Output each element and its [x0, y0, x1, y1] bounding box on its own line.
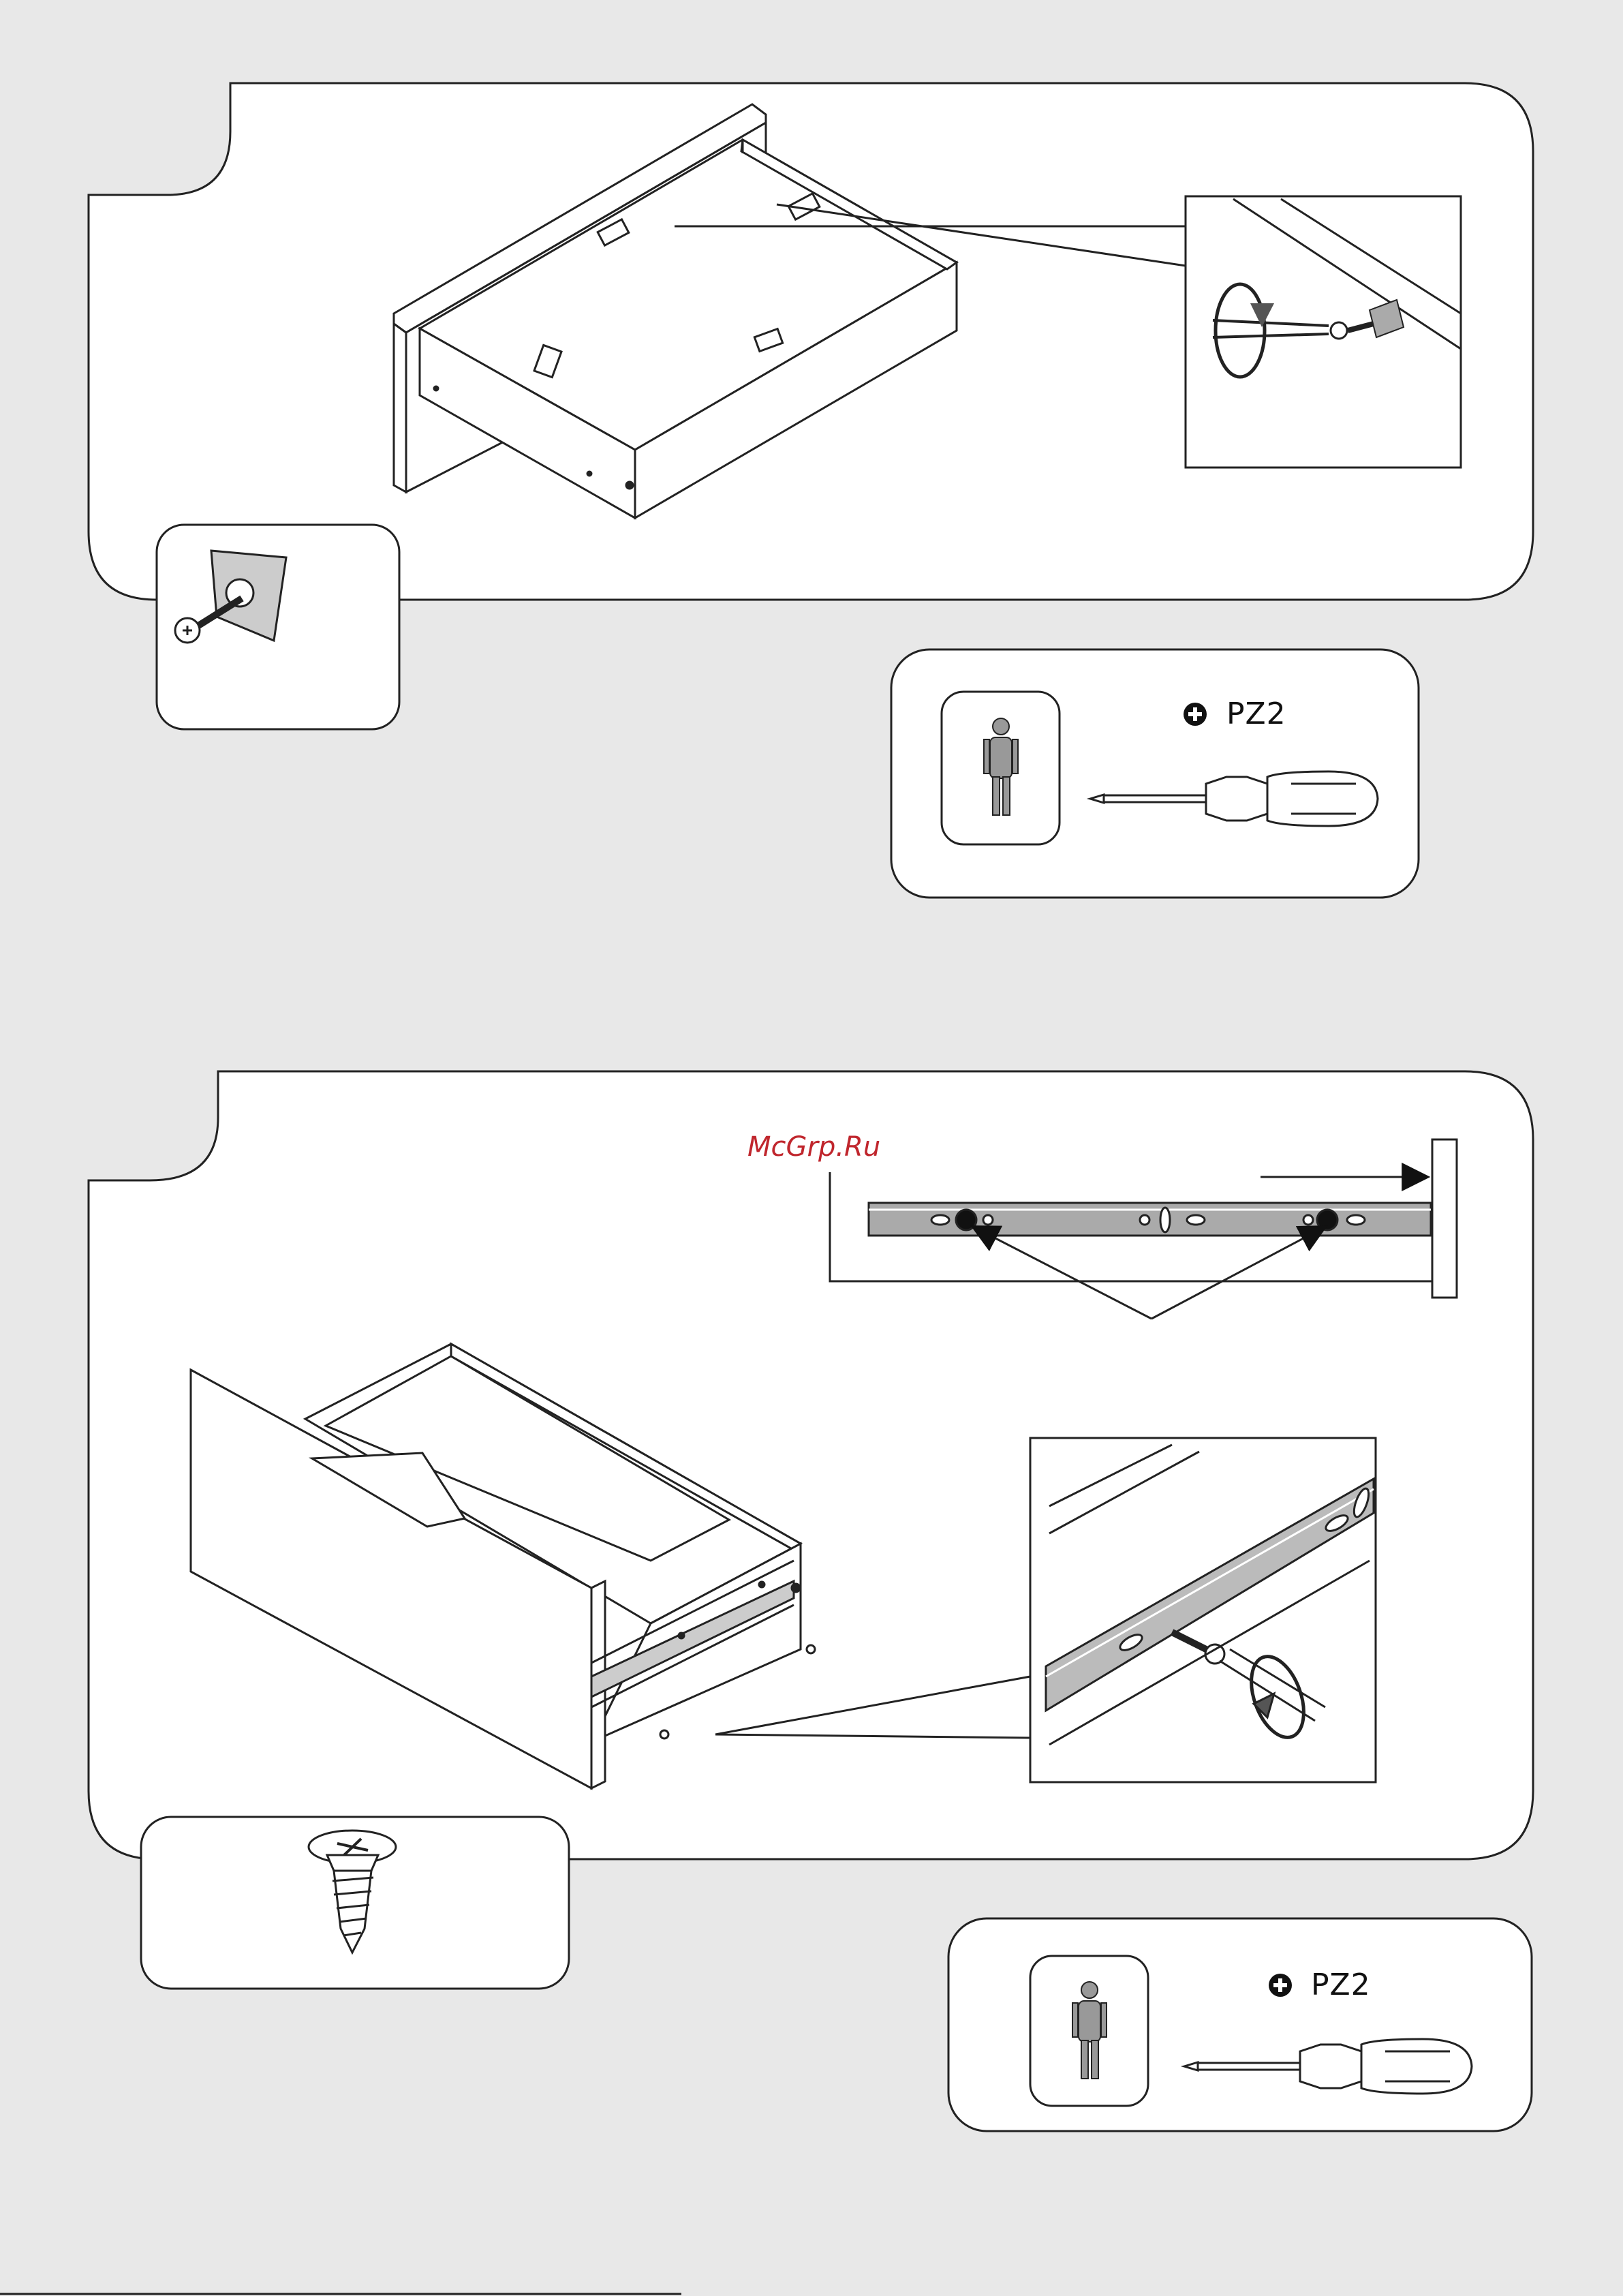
- phillips-bit-icon-2: [1269, 1974, 1292, 1997]
- bracket-screw-icon: [157, 525, 399, 729]
- detail-screwing-bracket: [1186, 196, 1461, 468]
- wood-screw-icon: [141, 1817, 569, 1989]
- step1-tools-box: [891, 649, 1419, 898]
- step2-bit-label: PZ2: [1311, 1968, 1371, 2002]
- watermark: McGrp.Ru: [747, 1131, 881, 1163]
- step1-bit-label: PZ2: [1226, 697, 1286, 731]
- step2-tools-box: [948, 1918, 1532, 2131]
- detail-screwing-rail: [1030, 1438, 1376, 1782]
- phillips-bit-icon: [1184, 703, 1207, 726]
